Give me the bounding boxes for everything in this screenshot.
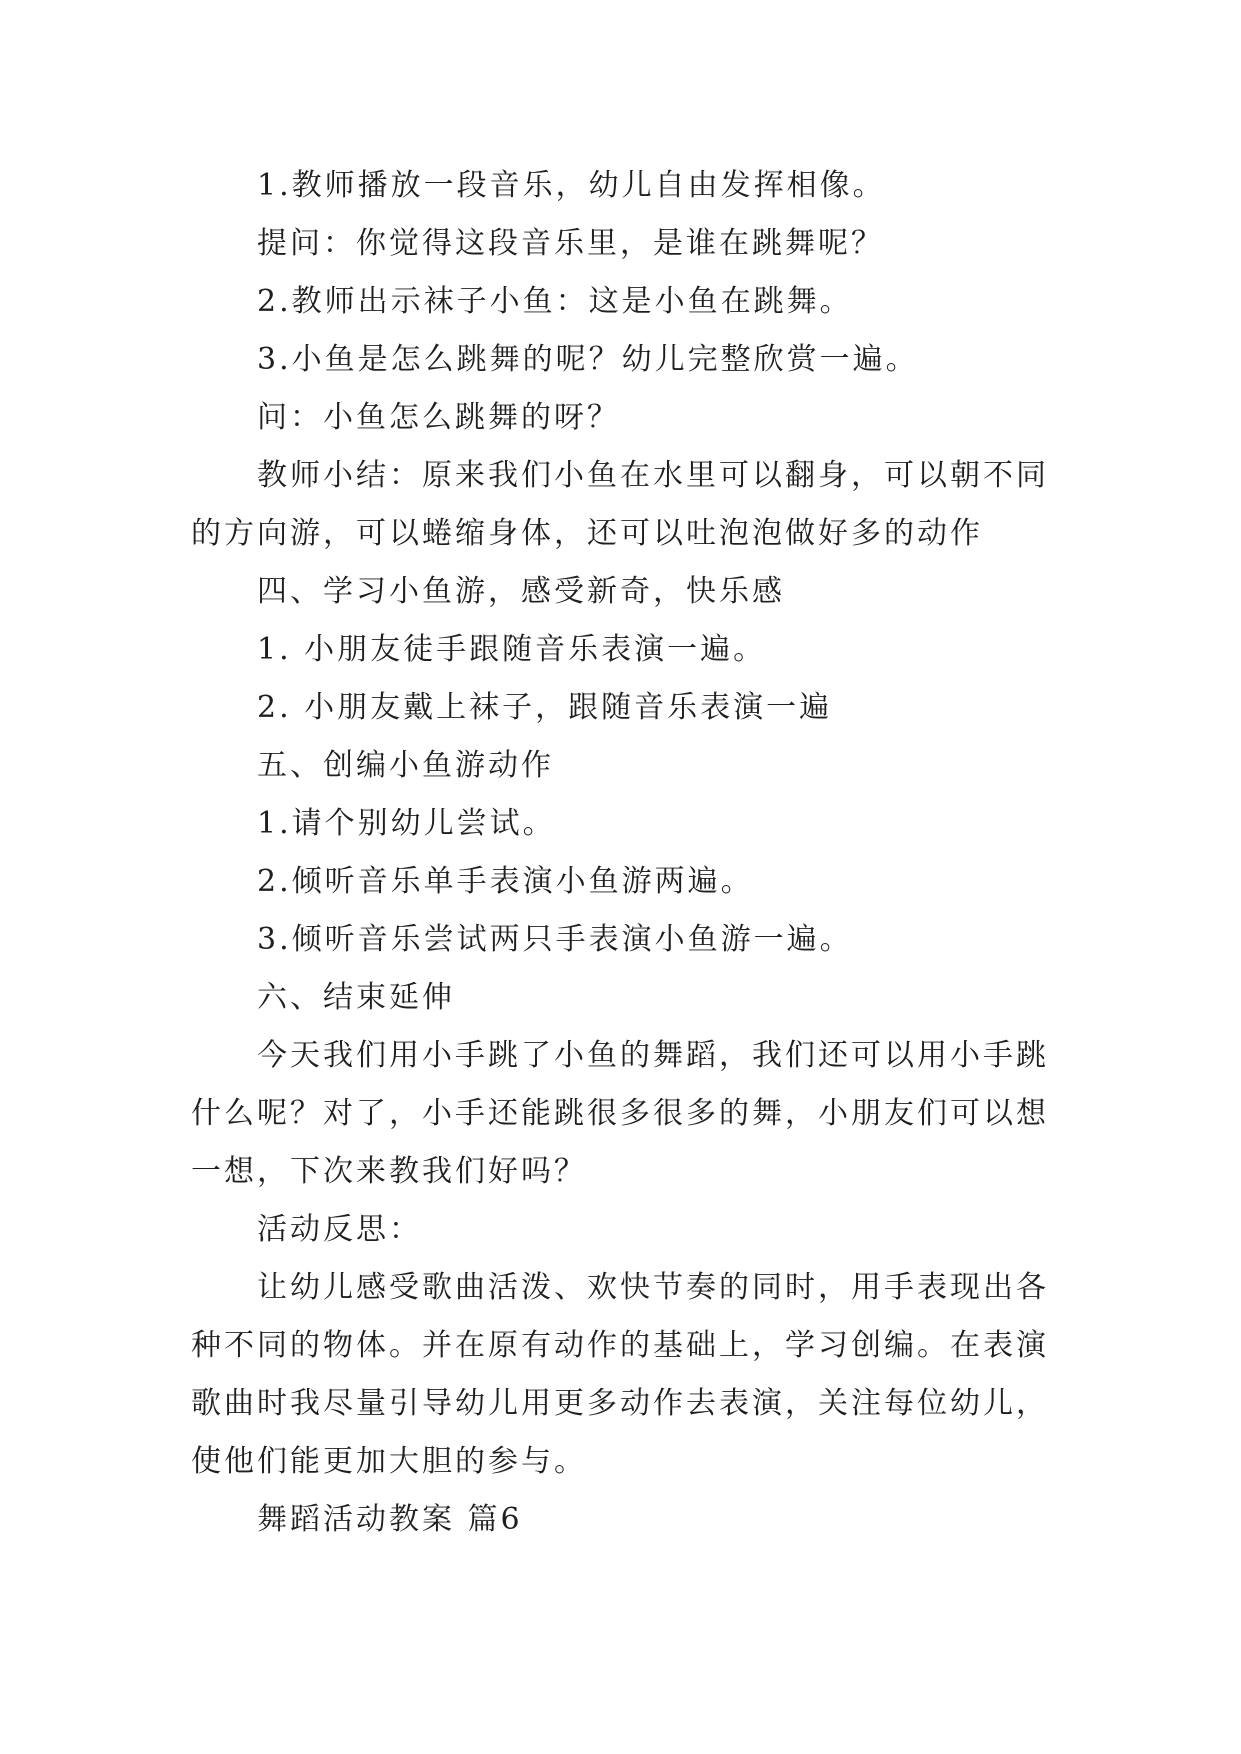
paragraph-15: 今天我们用小手跳了小鱼的舞蹈，我们还可以用小手跳什么呢？对了，小手还能跳很多很多的舞，小朋友们可以想一想，下次来教我们好吗？ (191, 1038, 1049, 1189)
section-heading-6: 六、结束延伸 (257, 980, 455, 1015)
paragraph-3: 2.教师出示袜子小鱼：这是小鱼在跳舞。 (257, 284, 853, 319)
paragraph-2: 提问：你觉得这段音乐里，是谁在跳舞呢？ (257, 226, 884, 261)
paragraph-9: 2. 小朋友戴上袜子，跟随音乐表演一遍 (257, 690, 833, 725)
paragraph-1: 1.教师播放一段音乐，幼儿自由发挥相像。 (257, 168, 886, 203)
next-lesson-title: 舞蹈活动教案 篇6 (257, 1502, 523, 1537)
section-heading-5: 五、创编小鱼游动作 (257, 748, 554, 783)
document-body (191, 157, 1051, 1549)
paragraph-13: 3.倾听音乐尝试两只手表演小鱼游一遍。 (257, 922, 853, 957)
paragraph-6: 教师小结：原来我们小鱼在水里可以翻身，可以朝不同的方向游，可以蜷缩身体，还可以吐泡泡做好多的动作 (191, 458, 1049, 551)
paragraph-12: 2.倾听音乐单手表演小鱼游两遍。 (257, 864, 754, 899)
paragraph-4: 3.小鱼是怎么跳舞的呢？幼儿完整欣赏一遍。 (257, 342, 919, 377)
reflection-text: 让幼儿感受歌曲活泼、欢快节奏的同时，用手表现出各种不同的物体。并在原有动作的基础上，学习创编。在表演歌曲时我尽量引导幼儿用更多动作去表演，关注每位幼儿，使他们能更加大胆的参与。 (191, 1270, 1049, 1479)
paragraph-11: 1.请个别幼儿尝试。 (257, 806, 556, 841)
section-heading-4: 四、学习小鱼游，感受新奇，快乐感 (257, 574, 785, 609)
reflection-heading: 活动反思： (257, 1212, 422, 1247)
paragraph-8: 1. 小朋友徒手跟随音乐表演一遍。 (257, 632, 767, 667)
paragraph-5: 问：小鱼怎么跳舞的呀？ (257, 400, 620, 435)
